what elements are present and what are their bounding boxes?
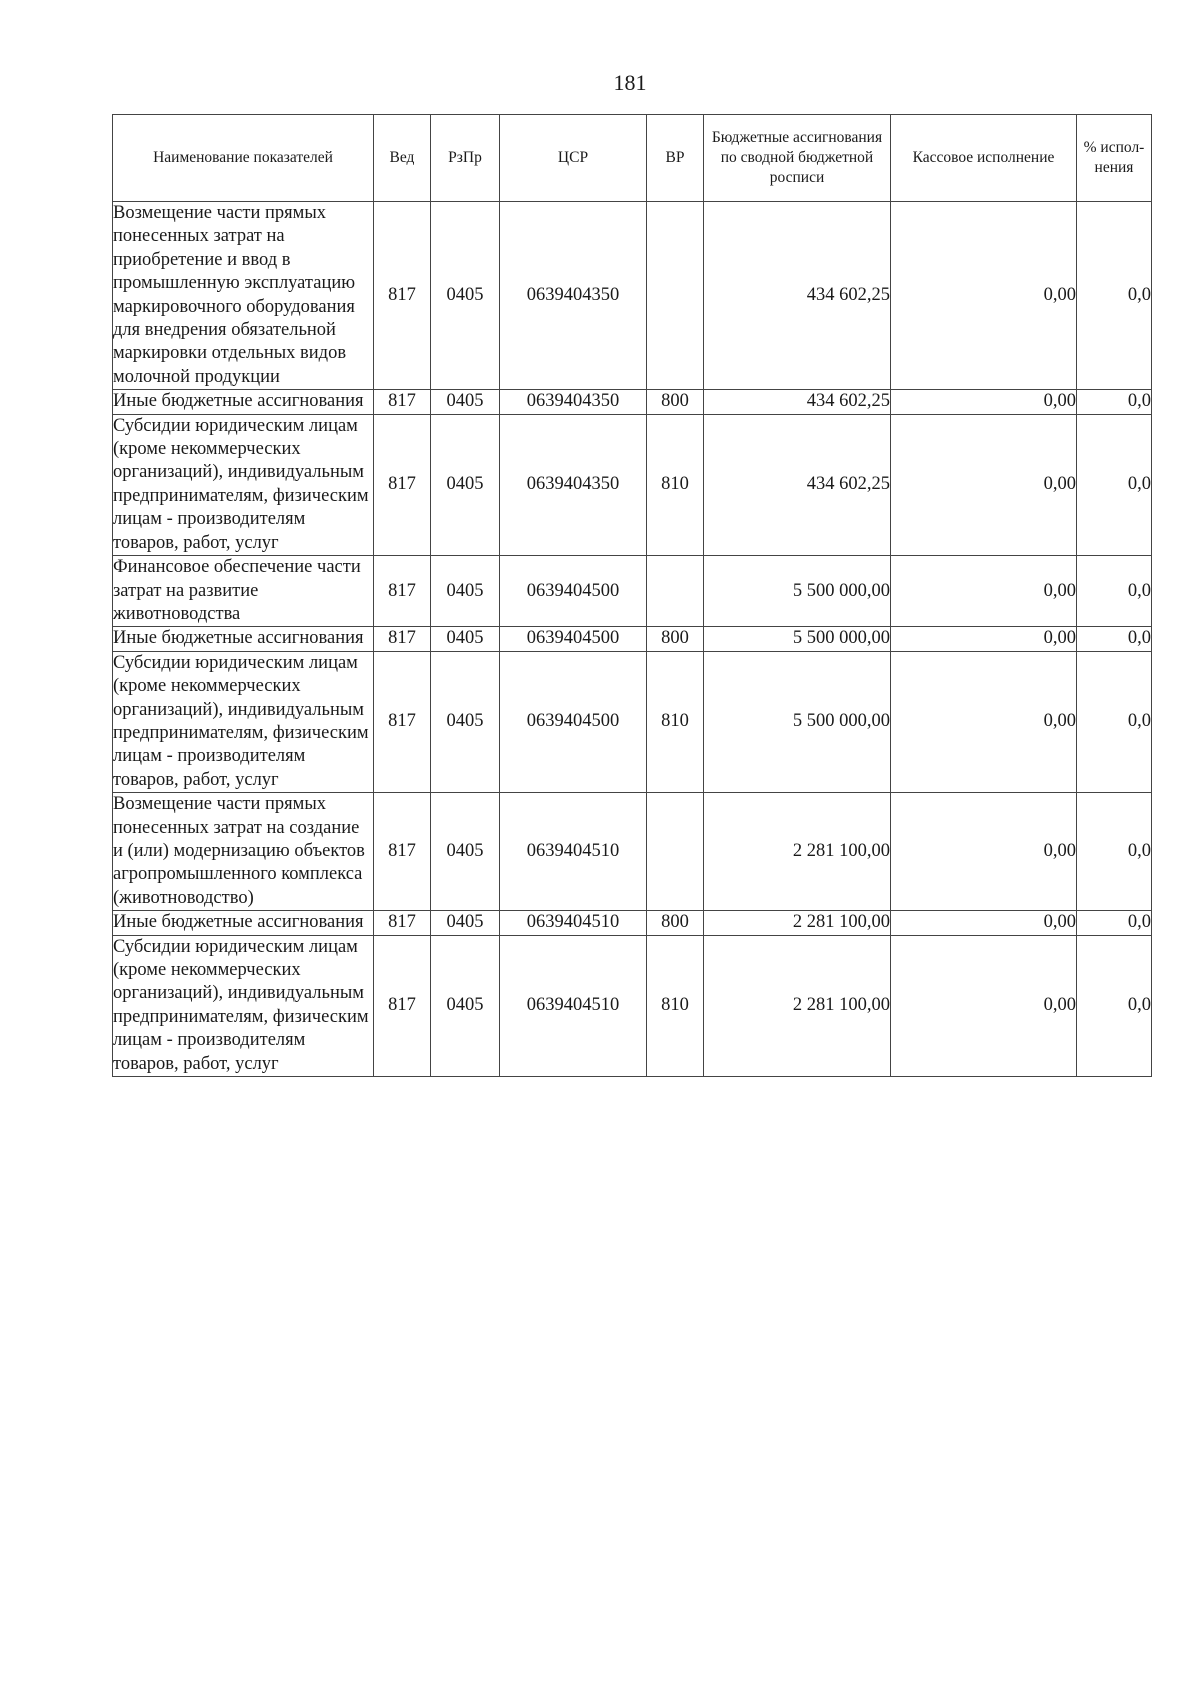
cell-percent: 0,0 <box>1077 556 1152 627</box>
header-ved: Вед <box>374 115 431 202</box>
cell-name: Субсидии юридическим лицам (кроме некоммерческих организаций), индивидуальным предпринимателям, физическим лицам - производителям товаров, работ, услуг <box>113 651 374 792</box>
cell-cash: 0,00 <box>891 556 1077 627</box>
cell-cash: 0,00 <box>891 911 1077 935</box>
cell-ved: 817 <box>374 935 431 1076</box>
table-row <box>113 935 1152 1076</box>
cell-cash: 0,00 <box>891 935 1077 1076</box>
cell-rzpr: 0405 <box>431 627 500 651</box>
table-header <box>113 115 1152 202</box>
cell-percent: 0,0 <box>1077 390 1152 414</box>
header-name: Наименование показателей <box>113 115 374 202</box>
cell-name: Иные бюджетные ассигнования <box>113 627 374 651</box>
cell-ved: 817 <box>374 651 431 792</box>
page-number: 181 <box>613 70 647 95</box>
cell-csr: 0639404500 <box>500 651 647 792</box>
budget-table <box>112 114 1152 1077</box>
cell-name: Субсидии юридическим лицам (кроме некоммерческих организаций), индивидуальным предпринимателям, физическим лицам - производителям товаров, работ, услуг <box>113 414 374 555</box>
cell-rzpr: 0405 <box>431 556 500 627</box>
header-assignments: Бюджетные ассигнования по сводной бюджетной росписи <box>704 115 891 202</box>
cell-csr: 0639404510 <box>500 911 647 935</box>
cell-vr: 810 <box>647 935 704 1076</box>
cell-ved: 817 <box>374 627 431 651</box>
cell-percent: 0,0 <box>1077 414 1152 555</box>
header-percent: % испол-нения <box>1077 115 1152 202</box>
cell-cash: 0,00 <box>891 651 1077 792</box>
table-row <box>113 390 1152 414</box>
cell-name: Субсидии юридическим лицам (кроме некоммерческих организаций), индивидуальным предпринимателям, физическим лицам - производителям товаров, работ, услуг <box>113 935 374 1076</box>
cell-assignments: 434 602,25 <box>704 414 891 555</box>
cell-percent: 0,0 <box>1077 935 1152 1076</box>
cell-ved: 817 <box>374 390 431 414</box>
cell-cash: 0,00 <box>891 793 1077 911</box>
cell-rzpr: 0405 <box>431 651 500 792</box>
cell-vr: 810 <box>647 414 704 555</box>
cell-assignments: 434 602,25 <box>704 202 891 390</box>
cell-csr: 0639404500 <box>500 556 647 627</box>
cell-percent: 0,0 <box>1077 202 1152 390</box>
cell-cash: 0,00 <box>891 414 1077 555</box>
cell-assignments: 2 281 100,00 <box>704 793 891 911</box>
cell-ved: 817 <box>374 911 431 935</box>
cell-name: Иные бюджетные ассигнования <box>113 911 374 935</box>
cell-vr: 800 <box>647 911 704 935</box>
cell-assignments: 2 281 100,00 <box>704 935 891 1076</box>
table-row <box>113 793 1152 911</box>
table-body <box>113 202 1152 1077</box>
cell-rzpr: 0405 <box>431 414 500 555</box>
cell-name: Возмещение части прямых понесенных затрат на приобретение и ввод в промышленную эксплуатацию маркировочного оборудования для внедрения обязательной маркировки отдельных видов молочной продукции <box>113 202 374 390</box>
header-csr: ЦСР <box>500 115 647 202</box>
cell-percent: 0,0 <box>1077 651 1152 792</box>
cell-ved: 817 <box>374 414 431 555</box>
cell-percent: 0,0 <box>1077 911 1152 935</box>
cell-percent: 0,0 <box>1077 793 1152 911</box>
cell-vr <box>647 793 704 911</box>
table-row <box>113 651 1152 792</box>
cell-csr: 0639404350 <box>500 390 647 414</box>
cell-cash: 0,00 <box>891 627 1077 651</box>
cell-ved: 817 <box>374 793 431 911</box>
header-row <box>113 115 1152 202</box>
cell-rzpr: 0405 <box>431 911 500 935</box>
cell-assignments: 5 500 000,00 <box>704 627 891 651</box>
cell-assignments: 434 602,25 <box>704 390 891 414</box>
cell-vr <box>647 556 704 627</box>
table-row <box>113 627 1152 651</box>
cell-vr <box>647 202 704 390</box>
cell-percent: 0,0 <box>1077 627 1152 651</box>
cell-csr: 0639404350 <box>500 414 647 555</box>
cell-rzpr: 0405 <box>431 793 500 911</box>
cell-vr: 800 <box>647 390 704 414</box>
cell-vr: 800 <box>647 627 704 651</box>
cell-assignments: 2 281 100,00 <box>704 911 891 935</box>
cell-vr: 810 <box>647 651 704 792</box>
cell-cash: 0,00 <box>891 390 1077 414</box>
cell-csr: 0639404510 <box>500 935 647 1076</box>
cell-csr: 0639404500 <box>500 627 647 651</box>
cell-assignments: 5 500 000,00 <box>704 556 891 627</box>
table-row <box>113 202 1152 390</box>
cell-csr: 0639404510 <box>500 793 647 911</box>
header-rzpr: РзПр <box>431 115 500 202</box>
cell-rzpr: 0405 <box>431 390 500 414</box>
table-row <box>113 911 1152 935</box>
cell-name: Финансовое обеспечение части затрат на развитие животноводства <box>113 556 374 627</box>
cell-csr: 0639404350 <box>500 202 647 390</box>
cell-ved: 817 <box>374 202 431 390</box>
header-cash: Кассовое исполнение <box>891 115 1077 202</box>
cell-ved: 817 <box>374 556 431 627</box>
cell-assignments: 5 500 000,00 <box>704 651 891 792</box>
header-vr: ВР <box>647 115 704 202</box>
cell-cash: 0,00 <box>891 202 1077 390</box>
cell-rzpr: 0405 <box>431 202 500 390</box>
cell-name: Возмещение части прямых понесенных затрат на создание и (или) модернизацию объектов агропромышленного комплекса (животноводство) <box>113 793 374 911</box>
table-row <box>113 556 1152 627</box>
table-row <box>113 414 1152 555</box>
cell-name: Иные бюджетные ассигнования <box>113 390 374 414</box>
cell-rzpr: 0405 <box>431 935 500 1076</box>
